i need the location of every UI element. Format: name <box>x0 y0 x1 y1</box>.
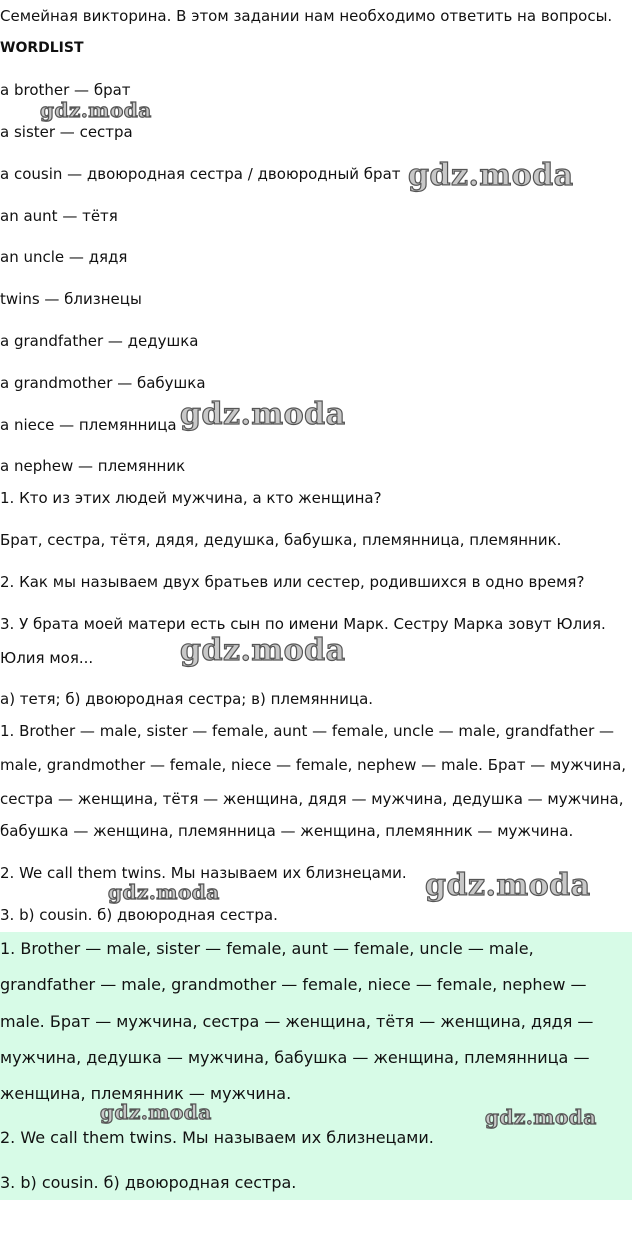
answer-line: 1. Brother — male, sister — female, aunt — female, uncle — male, grandfather — <box>0 722 615 740</box>
wordlist-title: WORDLIST <box>0 40 84 56</box>
wordlist-item: a cousin — двоюродная сестра / двоюродный брат <box>0 165 401 183</box>
highlighted-answer-line: женщина, племянник — мужчина. <box>0 1084 292 1103</box>
question-line: 3. У брата моей матери есть сын по имени Марк. Сестру Марка зовут Юлия. <box>0 615 606 633</box>
intro-text: Семейная викторина. В этом задании нам необходимо ответить на вопросы. <box>0 7 613 25</box>
watermark-logo: gdz.moda <box>180 397 346 432</box>
wordlist-item: a niece — племянница <box>0 416 177 434</box>
question-line: Брат, сестра, тётя, дядя, дедушка, бабушка, племянница, племянник. <box>0 531 562 549</box>
wordlist-item: a brother — брат <box>0 81 131 99</box>
wordlist-item: an uncle — дядя <box>0 248 128 266</box>
wordlist-item: a nephew — племянник <box>0 457 186 475</box>
watermark-logo: gdz.moda <box>180 633 346 668</box>
question-line: Юлия моя... <box>0 649 94 667</box>
answer-line: male, grandmother — female, niece — female, nephew — male. Брат — мужчина, <box>0 756 627 774</box>
wordlist-item: twins — близнецы <box>0 290 142 308</box>
wordlist-item: a grandmother — бабушка <box>0 374 206 392</box>
answer-line: бабушка — женщина, племянница — женщина, племянник — мужчина. <box>0 822 574 840</box>
watermark-logo: gdz.moda <box>108 880 220 904</box>
answer-line: 2. We call them twins. Мы называем их близнецами. <box>0 864 407 882</box>
watermark-logo: gdz.moda <box>425 868 591 903</box>
wordlist-item: an aunt — тётя <box>0 207 118 225</box>
highlighted-answer-line: grandfather — male, grandmother — female, niece — female, nephew — <box>0 975 587 994</box>
highlighted-answer-line: male. Брат — мужчина, сестра — женщина, тётя — женщина, дядя — <box>0 1012 594 1031</box>
wordlist-item: a sister — сестра <box>0 123 133 141</box>
watermark-logo: gdz.moda <box>40 98 152 122</box>
highlighted-answer-line: мужчина, дедушка — мужчина, бабушка — женщина, племянница — <box>0 1048 590 1067</box>
answer-line: 3. b) cousin. б) двоюродная сестра. <box>0 906 278 924</box>
answer-line: сестра — женщина, тётя — женщина, дядя — мужчина, дедушка — мужчина, <box>0 790 624 808</box>
watermark-logo: gdz.moda <box>100 1100 212 1124</box>
highlighted-answer-line: 2. We call them twins. Мы называем их близнецами. <box>0 1128 434 1147</box>
highlighted-answer-line: 3. b) cousin. б) двоюродная сестра. <box>0 1173 297 1192</box>
highlighted-answer-line: 1. Brother — male, sister — female, aunt — female, uncle — male, <box>0 939 534 958</box>
watermark-logo: gdz.moda <box>485 1105 597 1129</box>
watermark-logo: gdz.moda <box>408 158 574 193</box>
wordlist-item: a grandfather — дедушка <box>0 332 199 350</box>
question-line: а) тетя; б) двоюродная сестра; в) племянница. <box>0 690 374 708</box>
question-line: 1. Кто из этих людей мужчина, а кто женщина? <box>0 489 382 507</box>
question-line: 2. Как мы называем двух братьев или сестер, родившихся в одно время? <box>0 573 585 591</box>
